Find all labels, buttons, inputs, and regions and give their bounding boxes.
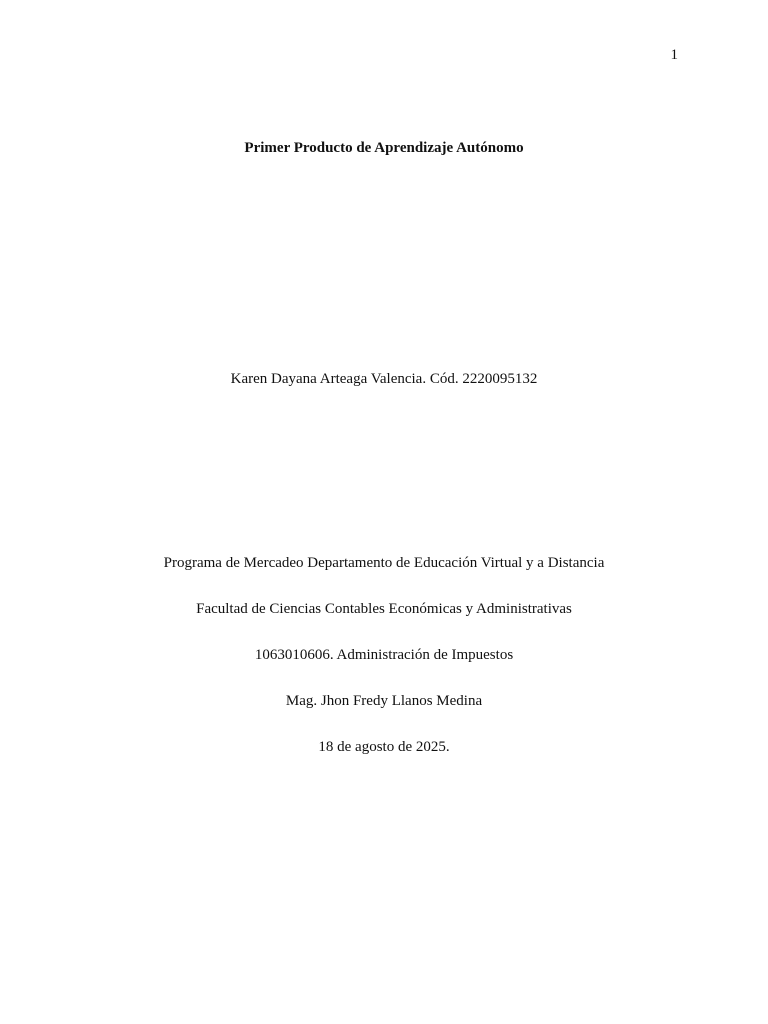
- faculty-line: Facultad de Ciencias Contables Económicas y Administrativas: [196, 601, 572, 617]
- professor-line: Mag. Jhon Fredy Llanos Medina: [285, 693, 483, 709]
- author-line: Karen Dayana Arteaga Valencia. Cód. 2220095132: [230, 371, 538, 387]
- document-title: Primer Producto de Aprendizaje Autónomo: [244, 140, 524, 156]
- date-line: 18 de agosto de 2025.: [318, 739, 450, 755]
- program-line: Programa de Mercadeo Departamento de Educación Virtual y a Distancia: [163, 555, 605, 571]
- page-number: 1: [670, 47, 678, 63]
- course-line: 1063010606. Administración de Impuestos: [254, 647, 514, 663]
